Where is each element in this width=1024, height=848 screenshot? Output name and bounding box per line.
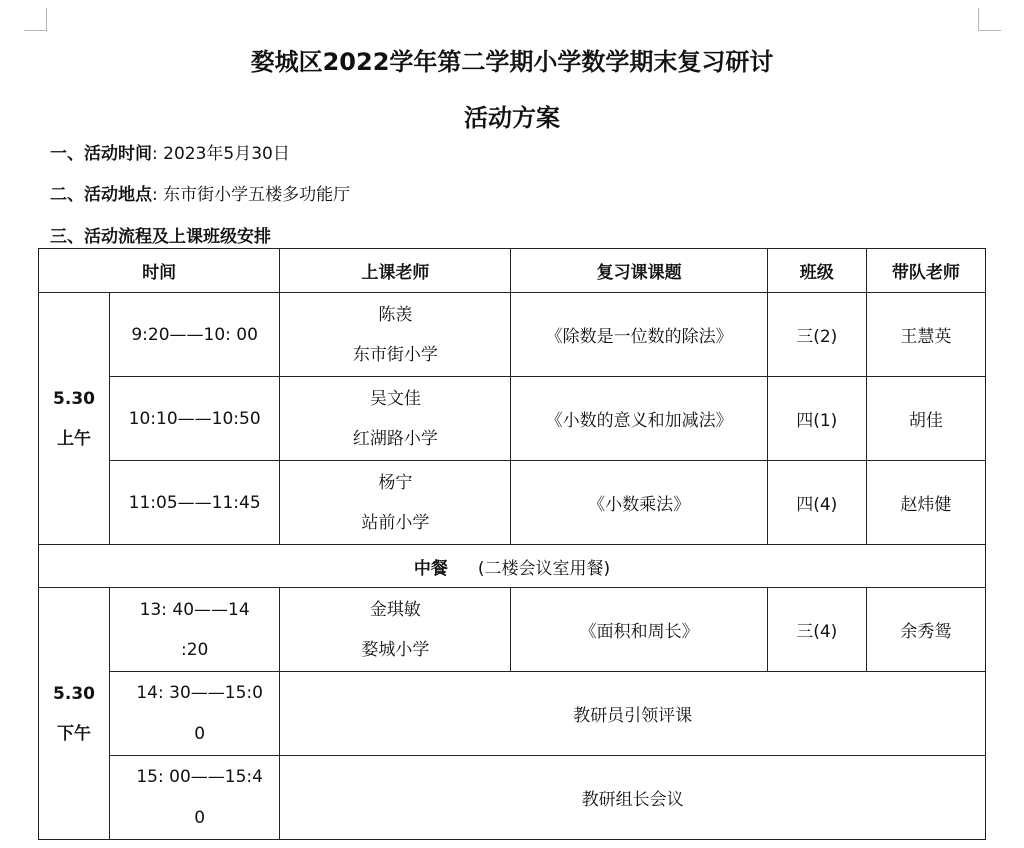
morning-date: 5.30 [53,388,95,409]
activity-cell: 教研组长会议 [280,756,986,840]
table-row [39,293,986,377]
time-line-1: 15: 00——15:4 [136,766,263,787]
activity-location-line [50,183,350,207]
document-title: 婺城区2022学年第二学期小学数学期末复习研讨 [250,48,774,76]
time-line-1: 13: 40——14 [139,599,250,620]
time-cell [110,756,280,840]
class-cell: 三(4) [767,588,866,672]
morning-period: 上午 [57,428,92,449]
afternoon-day-cell [39,588,110,840]
time-line-2: 0 [194,807,206,828]
class-cell: 三(2) [767,293,866,377]
teacher-name: 陈羡 [378,304,413,325]
lunch-row [39,545,986,588]
lead-teacher-cell: 胡佳 [866,377,985,461]
teacher-cell [280,588,511,672]
teacher-school: 婺城小学 [361,639,430,660]
time-line-2: 0 [194,723,206,744]
teacher-school: 站前小学 [361,512,430,533]
time-line-1: 14: 30——15:0 [136,682,263,703]
activity-location-label: 二、活动地点 [50,185,152,205]
header-time: 时间 [39,249,280,293]
page-corner-mark-top-right [978,8,1001,31]
time-line-2: :20 [180,639,209,660]
time-cell: 9:20——10: 00 [110,293,280,377]
teacher-school: 红湖路小学 [352,428,438,449]
page-corner-mark-top-left [24,8,47,31]
time-cell [110,672,280,756]
topic-cell: 《除数是一位数的除法》 [511,293,767,377]
table-row [39,756,986,840]
time-cell: 10:10——10:50 [110,377,280,461]
topic-cell: 《小数乘法》 [511,461,767,545]
header-lead-teacher: 带队老师 [866,249,985,293]
activity-time-label: 一、活动时间 [50,144,152,164]
header-class: 班级 [767,249,866,293]
lunch-note: (二楼会议室用餐) [477,558,611,579]
document-subtitle: 活动方案 [464,104,560,132]
morning-day-cell [39,293,110,545]
activity-location-value: 东市街小学五楼多功能厅 [163,185,351,205]
schedule-table [38,248,986,840]
topic-cell: 《面积和周长》 [511,588,767,672]
teacher-cell [280,293,511,377]
header-teacher: 上课老师 [280,249,511,293]
teacher-name: 金琪敏 [369,599,421,620]
lead-teacher-cell: 王慧英 [866,293,985,377]
activity-time-value: 2023年5月30日 [163,144,290,164]
lunch-label: 中餐 [413,558,448,579]
time-cell [110,588,280,672]
header-topic: 复习课课题 [511,249,767,293]
lead-teacher-cell: 余秀鸳 [866,588,985,672]
topic-cell: 《小数的意义和加减法》 [511,377,767,461]
activity-time-sep: : [152,144,158,164]
class-cell: 四(4) [767,461,866,545]
teacher-school: 东市街小学 [352,344,438,365]
table-row [39,672,986,756]
time-cell: 11:05——11:45 [110,461,280,545]
table-row [39,377,986,461]
activity-time-line [50,142,290,166]
lunch-cell [39,545,986,588]
table-row [39,461,986,545]
lead-teacher-cell: 赵炜健 [866,461,985,545]
table-header-row [39,249,986,293]
activity-schedule-heading [50,225,271,249]
activity-location-sep: : [152,185,158,205]
teacher-cell [280,377,511,461]
class-cell: 四(1) [767,377,866,461]
teacher-name: 吴文佳 [369,388,421,409]
afternoon-date: 5.30 [53,683,95,704]
activity-schedule-label: 三、活动流程及上课班级安排 [50,227,271,247]
teacher-name: 杨宁 [378,472,413,493]
activity-cell: 教研员引领评课 [280,672,986,756]
table-row [39,588,986,672]
afternoon-period: 下午 [57,723,92,744]
teacher-cell [280,461,511,545]
